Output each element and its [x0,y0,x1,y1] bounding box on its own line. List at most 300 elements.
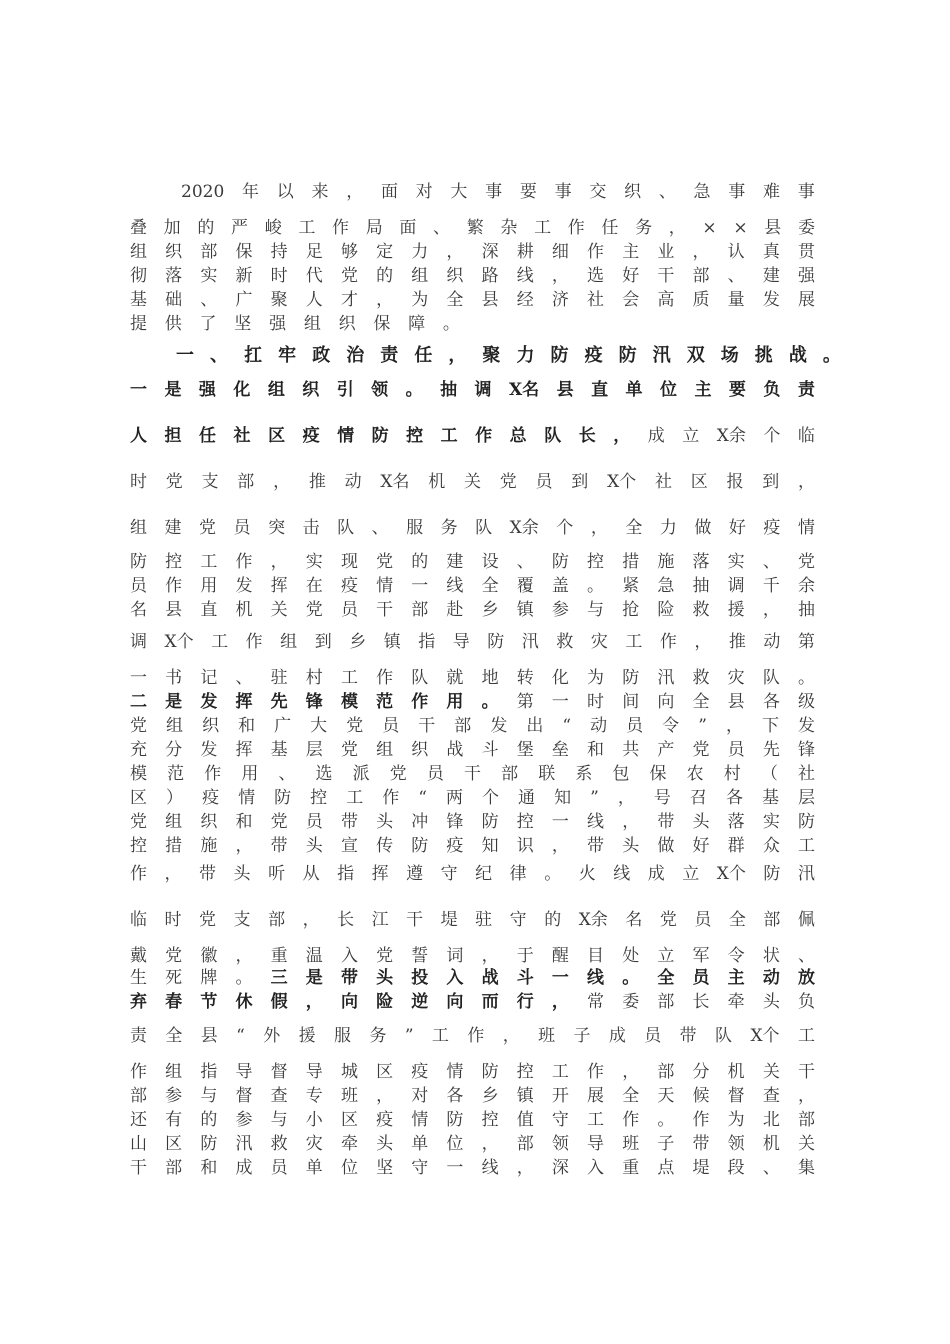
text-char: 一 [130,668,147,688]
text-char: X个 [607,472,637,492]
text-char: 服 [406,518,424,538]
text-char: 长 [337,910,355,930]
text-char: 作 [411,692,429,712]
text-char: 工 [200,552,218,572]
text-line [130,216,815,240]
text-char: 农 [686,764,704,784]
text-char: 挥 [235,692,253,712]
text-char: 面 [380,182,398,202]
text-char: 、 [797,946,815,966]
text-char: 支 [201,472,219,492]
text-char: “ [562,716,572,736]
text-char: 线 [446,576,464,596]
text-char: 社 [233,426,251,446]
text-char: 抽 [692,576,710,596]
text-char: 。 [442,314,460,334]
text-char: 救 [270,1134,288,1154]
text-char: X个 [716,864,746,884]
text-char: ” [590,788,599,808]
text-char: 人 [305,290,323,310]
text-char: 组 [165,812,183,832]
text-line [130,690,815,714]
text-char: 覆 [516,576,534,596]
text-char: 员 [535,472,553,492]
text-char: 务 [369,1026,387,1046]
text-char: 个 [482,788,500,808]
text-char: 实 [762,812,780,832]
text-char: 用 [241,764,259,784]
text-char: 服 [334,1026,352,1046]
text-char: 控 [516,1062,534,1082]
text-char: 政 [312,345,331,366]
text-char: 镇 [383,632,401,652]
text-char: 汛 [797,864,815,884]
text-char: 单 [411,1134,429,1154]
text-char: 组 [411,266,429,286]
text-char: 主 [622,242,640,262]
text-char: 第 [797,632,815,652]
text-char: ） [166,788,184,808]
text-char: 和 [200,1158,218,1178]
text-char: 。 [797,668,815,688]
text-char: 年 [242,182,259,202]
text-char: 防 [487,632,505,652]
text-char: 余 [797,576,815,596]
text-char: 建 [762,266,780,286]
text-char: ， [164,864,182,884]
text-char: 指 [418,632,436,652]
text-line [130,550,815,574]
text-char: 党 [340,266,358,286]
text-char: 子 [573,1026,591,1046]
text-char: 部 [165,1158,183,1178]
text-char: 疫 [302,426,320,446]
text-char: 纪 [475,864,493,884]
text-char: 施 [200,836,218,856]
text-char: 三 [270,968,288,988]
text-char: 牵 [340,1134,358,1154]
text-char: 常 [587,992,605,1012]
text-char: 律 [509,864,527,884]
text-line [130,1132,815,1156]
text-char: 选 [315,764,333,784]
text-char: 导 [235,1062,253,1082]
text-char: 作 [567,218,585,238]
text-char: 牢 [278,345,297,366]
text-char: 临 [797,426,815,446]
text-char: ， [617,788,635,808]
text-char: 用 [446,692,464,712]
text-char: 头 [376,812,394,832]
text-char: 。 [657,1110,675,1130]
text-char: 动 [763,632,781,652]
text-char: 工 [534,218,552,238]
text-char: 抽 [797,600,815,620]
text-char: 化 [233,380,251,400]
text-char: ， [305,992,323,1012]
text-char: 社 [587,290,605,310]
text-char: 障 [408,314,426,334]
text-char: ， [590,518,608,538]
text-char: 汛 [521,632,539,652]
text-char: 委 [797,218,815,238]
text-char: 基 [270,740,288,760]
text-char: 务 [440,518,458,538]
text-char: 时 [130,472,147,492]
text-char: 聚 [482,345,501,366]
text-char: ， [516,1158,534,1178]
text-char: 部 [763,910,781,930]
text-char: 线 [613,864,631,884]
text-char: 动 [590,716,608,736]
text-char: 工 [346,788,364,808]
text-char: 工 [211,632,229,652]
text-char: 督 [270,1062,288,1082]
text-char: 位 [446,1134,464,1154]
text-char: 戴 [130,946,147,966]
text-char: 长 [692,992,710,1012]
text-char: 大 [450,182,468,202]
text-char: 部 [797,1110,815,1130]
text-char: 认 [727,242,745,262]
text-char: 位 [660,380,677,400]
text-char: 分 [692,1062,710,1082]
text-char: ， [446,242,464,262]
text-line [130,598,815,622]
text-char: 机 [727,1062,745,1082]
text-char: 作 [659,632,677,652]
text-char: 导 [305,1062,323,1082]
text-char: 防 [411,836,429,856]
text-char: 记 [200,668,218,688]
text-char: 才 [340,290,358,310]
text-line [130,944,815,968]
text-char: 防 [622,668,640,688]
text-char: “ [418,788,427,808]
text-char: 北 [762,1110,780,1130]
text-char: 叠 [130,218,147,238]
text-char: 挥 [235,740,253,760]
text-char: 带 [340,812,358,832]
text-char: 员 [692,968,710,988]
text-line [130,378,815,402]
text-char: 守 [440,864,458,884]
text-char: 动 [344,472,362,492]
text-char: X名 [508,380,540,400]
text-char: 领 [551,1134,569,1154]
text-char: 建 [446,552,464,572]
text-char: 镇 [516,600,534,620]
text-char: 真 [762,242,780,262]
text-char: 入 [587,1158,605,1178]
text-char: 提 [130,314,147,334]
text-char: 推 [728,632,746,652]
text-char: 作 [587,242,605,262]
text-char: 紧 [622,576,640,596]
text-char: 温 [305,946,323,966]
text-char: 场 [720,345,739,366]
text-char: 通 [518,788,536,808]
text-char: 线 [587,812,605,832]
text-char: 名 [625,910,643,930]
text-char: 的 [197,218,215,238]
text-char: 对 [415,182,433,202]
text-char: 第 [516,692,534,712]
text-line [130,862,815,886]
text-char: 杂 [500,218,518,238]
text-char: 救 [692,668,710,688]
text-char: ， [692,242,710,262]
text-char: 位 [340,1158,358,1178]
text-char: 头 [692,812,710,832]
text-char: 二 [130,692,147,712]
text-char: 责 [380,345,399,366]
text-char: 入 [340,946,358,966]
text-char: 处 [622,946,640,966]
text-char: 区 [165,1134,183,1154]
text-char: 织 [411,740,429,760]
text-char: ， [551,992,569,1012]
text-char: 值 [516,1110,534,1130]
text-char: 彻 [130,266,147,286]
text-char: 防 [481,1062,499,1082]
text-char: 员 [130,576,147,596]
text-char: 、 [762,552,780,572]
text-char: 委 [622,992,640,1012]
text-char: 关 [762,1062,780,1082]
text-char: 现 [340,552,358,572]
text-char: 抢 [622,600,640,620]
text-char: 工 [340,668,358,688]
text-char: 作 [692,1110,710,1130]
text-char: 全 [625,518,643,538]
text-char: 各 [446,1086,464,1106]
text-char: 党 [659,910,677,930]
text-char: 于 [516,946,534,966]
text-char: 对 [411,1086,429,1106]
text-char: 层 [305,740,323,760]
text-char: 业 [657,242,675,262]
text-char: 战 [481,968,499,988]
text-char: 集 [797,1158,815,1178]
text-char: 干 [797,1062,815,1082]
text-char: 指 [337,864,355,884]
text-char: 参 [551,600,569,620]
text-char: 驻 [475,910,493,930]
text-char: 强 [269,314,287,334]
text-char: 保 [373,314,391,334]
text-char: 部 [130,1086,147,1106]
text-char: 疫 [411,1062,429,1082]
text-char: 党 [199,518,217,538]
text-char: 向 [340,992,358,1012]
text-char: 包 [612,764,630,784]
text-char: 成 [608,1026,626,1046]
text-char: 党 [165,472,183,492]
text-char: 细 [551,242,569,262]
text-char: 好 [692,836,710,856]
text-line [130,574,815,598]
text-char: 经 [516,290,534,310]
text-char: 号 [653,788,671,808]
text-char: 疫 [376,1110,394,1130]
text-char: 。 [822,345,841,366]
text-char: 带 [340,968,358,988]
text-char: 发 [762,290,780,310]
text-char: 锋 [305,692,323,712]
text-char: ” [404,1026,414,1046]
text-char: 坚 [376,1158,394,1178]
text-char: 头 [305,836,323,856]
text-char: 报 [726,472,744,492]
text-char: 挑 [754,345,773,366]
text-char: 的 [200,1110,218,1130]
text-char: 镇 [516,1086,534,1106]
text-char: 头 [762,992,780,1012]
text-char: 段 [727,1158,745,1178]
text-char: 要 [519,182,537,202]
text-char: 火 [578,864,596,884]
text-char: 织 [165,242,183,262]
text-char: 党 [130,812,147,832]
text-char: 党 [305,600,323,620]
text-char: 冲 [411,812,429,832]
text-char: 成 [647,864,665,884]
text-char: 足 [305,242,323,262]
text-char: 是 [165,692,183,712]
text-char: 一 [176,345,194,366]
text-char: 情 [411,1110,429,1130]
text-char: 。 [587,576,605,596]
text-char: 引 [336,380,354,400]
text-char: 遵 [406,864,424,884]
text-char: 状 [762,946,780,966]
text-char: 专 [305,1086,323,1106]
text-char: 子 [657,1134,675,1154]
text-char: 班 [340,1086,358,1106]
text-char: 层 [798,788,815,808]
text-char: 实 [305,552,323,572]
text-char: 督 [727,1086,745,1106]
text-char: 工 [298,218,316,238]
text-char: 休 [235,992,253,1012]
text-char: 部 [516,1134,534,1154]
text-char: 一 [551,968,569,988]
text-char: 挥 [270,576,288,596]
text-char: ， [668,218,686,238]
text-char: 到 [571,472,589,492]
text-char: 做 [657,836,675,856]
text-char: 堤 [692,1158,710,1178]
text-char: 与 [270,1110,288,1130]
text-char: 汛 [652,345,671,366]
text-char: 间 [622,692,640,712]
text-char: 担 [164,426,182,446]
text-char: 调 [474,380,492,400]
text-char: ， [481,946,499,966]
text-char: 化 [551,668,569,688]
text-char: 线 [516,266,534,286]
text-char: 带 [199,864,217,884]
text-char: 情 [337,426,355,446]
text-char: 新 [235,266,253,286]
text-char: 选 [587,266,605,286]
text-char: 逆 [411,992,429,1012]
text-line [130,1108,815,1132]
text-char: 作 [467,1026,485,1046]
text-char: 做 [694,518,712,538]
text-char: 醒 [551,946,569,966]
text-char: 识 [516,836,534,856]
text-char: 立 [657,946,675,966]
text-line [130,786,815,810]
text-char: 、 [235,668,253,688]
text-line [130,288,815,312]
text-char: 向 [657,692,675,712]
text-char: 、 [210,345,229,366]
text-char: 防 [550,345,569,366]
text-char: 员 [270,1158,288,1178]
text-char: 落 [165,266,183,286]
text-char: 控 [406,426,424,446]
text-char: 投 [411,968,429,988]
text-char: 誓 [411,946,429,966]
text-char: 候 [692,1086,710,1106]
text-char: 作 [332,218,350,238]
text-char: 头 [376,968,394,988]
text-char: 节 [200,992,218,1012]
text-char: 书 [165,668,183,688]
text-char: 贯 [797,242,815,262]
text-char: 全 [692,692,710,712]
text-char: 基 [130,290,147,310]
text-char: 治 [346,345,365,366]
text-char: 主 [727,968,745,988]
text-char: 模 [340,692,358,712]
text-char: 挥 [371,864,389,884]
text-char: 牵 [727,992,745,1012]
text-char: 够 [340,242,358,262]
text-char: 一 [551,692,569,712]
text-char: 干 [130,1158,147,1178]
text-char: 令 [727,946,745,966]
text-char: 与 [587,600,605,620]
text-char: 党 [130,716,147,736]
text-char: 成 [647,426,665,446]
text-char: 头 [622,836,640,856]
text-char: 作 [130,864,147,884]
text-char: 耕 [516,242,534,262]
text-char: 干 [463,764,481,784]
text-char: 队 [411,668,429,688]
text-char: 放 [797,968,815,988]
text-char: 一 [130,380,147,400]
text-line [130,630,815,654]
text-char: 深 [481,242,499,262]
text-char: 织 [202,716,220,736]
text-char: 任 [601,218,619,238]
text-char: 高 [657,290,675,310]
text-char: 防 [763,864,781,884]
text-char: 各 [725,788,743,808]
text-char: 堡 [516,740,534,760]
text-char: 用 [200,576,218,596]
text-char: 。 [235,968,253,988]
text-char: 援 [298,1026,316,1046]
text-char: 头 [376,1134,394,1154]
text-char: 实 [727,552,745,572]
text-char: 从 [302,864,320,884]
